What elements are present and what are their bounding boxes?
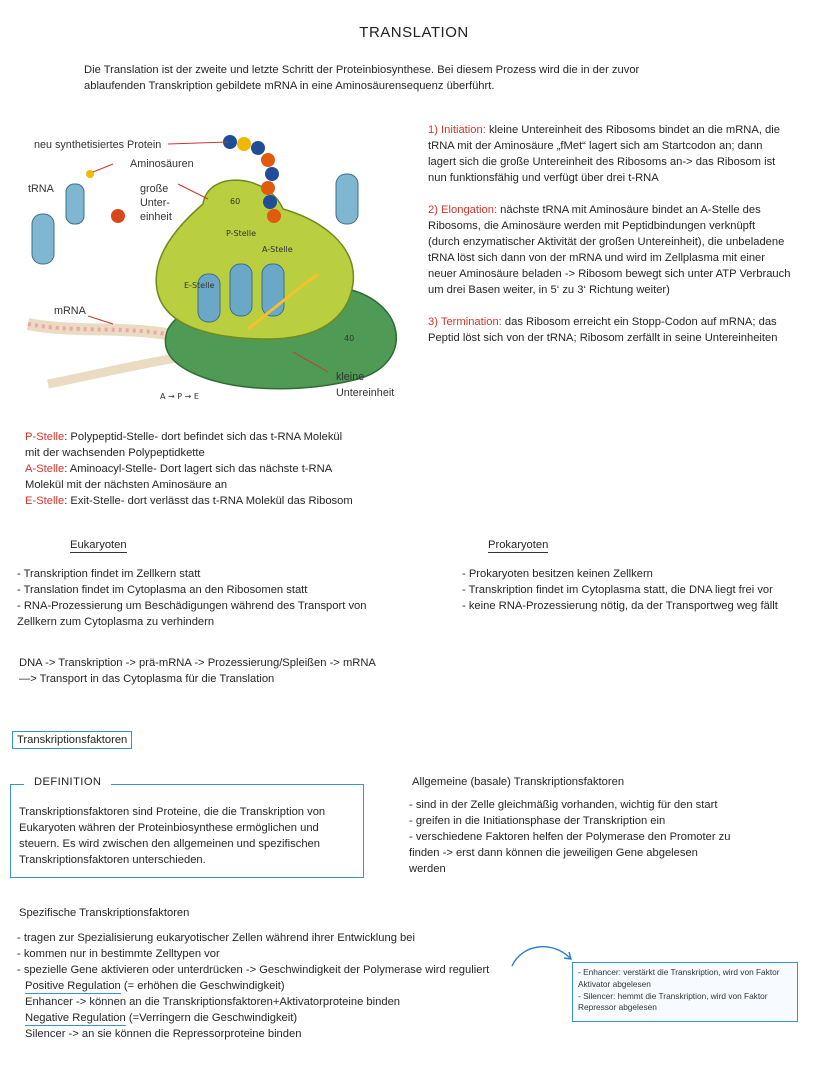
prokaryoten-list: - Prokaryoten besitzen keinen Zellkern - Transkription findet im Cytoplasma statt, die DNA liegt frei vor - keine RNA-Prozessierung nötig, da der Transportweg weg fällt [462,568,778,612]
trna-p-site-shape [230,264,252,316]
allgemeine-list: - sind in der Zelle gleichmäßig vorhanden, wichtig für den start - greifen in die Initiationsphase der Transkription ein - verschiedene Faktoren helfen der Polymerase den Promoter zu finden -> erst dann können die jeweiligen Gene abgelesen werden [409,799,731,875]
step-elongation: 2) Elongation: nächste tRNA mit Aminosäure bindet an A-Stelle des Ribosoms, die Aminosäure werden mit Peptidbindungen verknüpft (durch enzymatischer Aktivität der großen Untereinheit), die unbeladene tRNA löst sich dann von der mRNA und wird im Zellplasma mit einer neuer Aminosäure beladen -> Ribosom bewegt sich unter ATP Verbrauch um drei Basen weiter, in 5‘ zu 3‘ Richtung weiter) [428,204,791,296]
curved-arrow-icon [508,940,578,970]
amino-acid-bead [86,170,94,178]
label-kleine-1: kleine [336,371,365,383]
tf-heading-box: Transkriptionsfaktoren [12,731,132,749]
free-trna-right-shape [336,174,358,224]
site-e: E-Stelle: Exit-Stelle- dort verlässt das t-RNA Molekül das Ribosom [25,495,353,507]
ribosome-diagram [18,124,418,414]
mrna-tail [48,356,188,384]
ribosome-sites [25,429,353,509]
pointer-line [93,164,113,172]
label-grosse-3: einheit [140,211,172,223]
step-termination: 3) Termination: das Ribosom erreicht ein Stopp-Codon auf mRNA; das Peptid löst sich von der tRNA; Ribosom zerfällt in seine Untereinheiten [428,316,778,344]
pointer-line [168,142,228,144]
site-p: P-Stelle: Polypeptid-Stelle- dort befindet sich das t-RNA Molekül mit der wachsenden Polypeptidkette [25,431,343,459]
free-trna-left-shape [32,184,84,264]
label-protein: neu synthetisiertes Protein [34,139,162,151]
amino-acid-bead [111,209,125,223]
definition-text: Transkriptionsfaktoren sind Proteine, die die Transkription von Eukaryoten währen der Proteinbiosynthese ermöglichen und steuern. Es wird zwischen den allgemeinen und spezifischen Transkriptionsfaktoren unterschieden. [19,806,326,866]
label-40: 40 [344,334,355,343]
label-kleine-2: Untereinheit [336,387,395,399]
positive-regulation: Positive Regulation (= erhöhen die Geschwindigkeit) [25,980,285,992]
translation-steps [428,122,824,346]
eukaryoten-heading: Eukaryoten [70,539,127,551]
large-subunit-shape [156,180,353,339]
site-a: A-Stelle: Aminoacyl-Stelle- Dort lagert sich das nächste t-RNA Molekül mit der nächsten Aminosäure an [25,463,333,491]
allgemeine-heading: Allgemeine (basale) Transkriptionsfaktoren [412,776,625,788]
definition-label: DEFINITION [24,776,111,788]
label-e-site: E-Stelle [184,281,215,290]
spezifische-list: - tragen zur Spezialisierung eukaryotischer Zellen während ihrer Entwicklung bei - kommen nur in bestimmte Zelltypen vor - spezielle Gene aktivieren oder unterdrücken -> Geschwindigkeit der Polymerase wird reguliert Positive Regulation (= erhöhen die Geschwindigkeit) Enhancer -> können an die Transkriptionsfaktoren+Aktivatorproteine binden Negative Regulation (=Verringern die Geschwindigkeit) Silencer -> an sie können die Repressorproteine binden [17,932,490,1040]
page-title: TRANSLATION [0,24,828,41]
process-flow: DNA -> Transkription -> prä-mRNA -> Prozessierung/Spleißen -> mRNA —> Transport in das Cytoplasma für die Translation [19,657,376,685]
label-p-site: P-Stelle [226,229,257,238]
label-aminosaeuren: Aminosäuren [130,158,194,170]
spezifische-heading: Spezifische Transkriptionsfaktoren [19,907,190,919]
negative-regulation: Negative Regulation (=Verringern die Geschwindigkeit) [25,1012,298,1024]
label-60: 60 [230,197,241,206]
label-grosse-1: große [140,183,169,195]
prokaryoten-heading: Prokaryoten [488,539,549,551]
intro-paragraph: Die Translation ist der zweite und letzte Schritt der Proteinbiosynthese. Bei diesem Prozess wird die in der zuvor ablaufenden Transkription gebildete mRNA in eine Aminosäurensequenz überführt. [84,64,640,92]
label-a-site: A-Stelle [262,245,293,254]
pointer-line [178,184,208,199]
pointer-line [88,316,113,324]
label-ape: A → P → E [160,392,199,401]
label-mrna: mRNA [54,305,86,317]
label-grosse-2: Unter- [140,197,170,209]
label-trna: tRNA [28,183,54,195]
sidenote-box: - Enhancer: verstärkt die Transkription, wird von Faktor Aktivator abgelesen - Silencer: hemmt die Transkription, wird von Faktor Repressor abgelesen [572,962,798,1022]
step-initiation: 1) Initiation: kleine Untereinheit des Ribosoms bindet an die mRNA, die tRNA mit der Aminosäure „fMet“ lagert sich am Startcodon an; dann lagert sich die große Untereinheit des Ribosoms an-> das Ribosom ist nun funktionsfähig und verfügt über drei t-RNA [428,124,780,184]
eukaryoten-list: - Transkription findet im Zellkern statt - Translation findet im Cytoplasma an den Ribosomen statt - RNA-Prozessierung um Beschädigungen während des Transport von Zellkern zum Cytoplasma zu verhindern [17,568,367,628]
